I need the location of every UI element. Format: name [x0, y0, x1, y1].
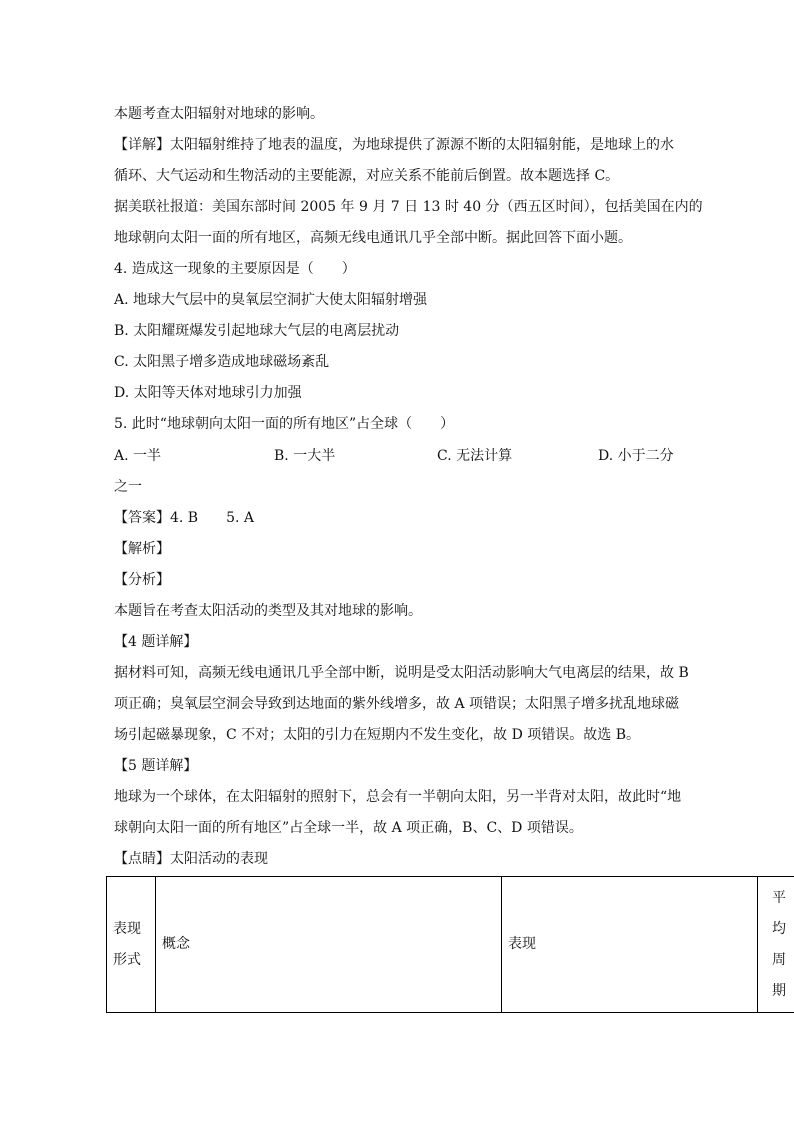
q4-detail-line: 项正确；臭氧层空洞会导致到达地面的紫外线增多，故 A 项错误；太阳黑子增多扰乱地球磁 — [114, 696, 680, 712]
material-line: 地球朝向太阳一面的所有地区，高频无线电通讯几乎全部中断。据此回答下面小题。 — [114, 230, 632, 246]
q5-detail-line: 地球为一个球体，在太阳辐射的照射下，总会有一半朝向太阳，另一半背对太阳，故此时“地 — [114, 789, 682, 805]
q5-option-c: C. 无法计算 — [437, 448, 513, 464]
header-form-cell — [107, 877, 156, 1013]
q5-detail-heading: 【5 题详解】 — [114, 758, 198, 774]
option-d: D. 太阳等天体对地球引力加强 — [114, 385, 302, 401]
answer-line: 【答案】4. B 5. A — [114, 510, 255, 526]
analysis-summary: 本题旨在考查太阳活动的类型及其对地球的影响。 — [114, 603, 422, 619]
header-form-line: 表现 — [113, 920, 141, 937]
text-line: 本题考查太阳辐射对地球的影响。 — [114, 106, 324, 122]
solar-activity-table — [106, 876, 794, 1013]
text-line: 循环、大气运动和生物活动的主要能源，对应关系不能前后倒置。故本题选择 C。 — [114, 168, 620, 184]
header-form-line: 形式 — [113, 951, 141, 968]
table-header-row — [107, 877, 794, 1013]
detail-line: 【详解】太阳辐射维持了地表的温度，为地球提供了源源不断的太阳辐射能，是地球上的水 — [114, 137, 674, 153]
analysis-subheading: 【分析】 — [114, 572, 170, 588]
header-manifestation-cell: 表现 — [502, 877, 758, 1013]
header-period-cell — [758, 877, 794, 1013]
header-period-char: 周 — [772, 951, 786, 968]
question-5: 5. 此时“地球朝向太阳一面的所有地区”占全球（ ） — [114, 416, 455, 432]
option-b: B. 太阳耀斑爆发引起地球大气层的电离层扰动 — [114, 323, 400, 339]
q5-option-d: D. 小于二分 — [598, 448, 674, 464]
q5-option-d-wrap: 之一 — [114, 479, 142, 495]
q4-detail-heading: 【4 题详解】 — [114, 634, 198, 650]
q5-option-a: A. 一半 — [114, 448, 162, 464]
q4-detail-line: 据材料可知，高频无线电通讯几乎全部中断，说明是受太阳活动影响大气电离层的结果，故 B — [114, 665, 689, 681]
header-period-char: 均 — [772, 920, 786, 937]
option-a: A. 地球大气层中的臭氧层空洞扩大使太阳辐射增强 — [114, 292, 428, 308]
header-period-char: 平 — [772, 889, 786, 906]
note-heading: 【点睛】太阳活动的表现 — [114, 851, 268, 867]
header-concept-cell: 概念 — [156, 877, 502, 1013]
analysis-heading: 【解析】 — [114, 541, 170, 557]
option-c: C. 太阳黑子增多造成地球磁场紊乱 — [114, 354, 330, 370]
material-line: 据美联社报道：美国东部时间 2005 年 9 月 7 日 13 时 40 分（西五区时间），包括美国在内的 — [114, 199, 703, 215]
header-period-char: 期 — [772, 982, 786, 999]
q5-option-b: B. 一大半 — [274, 448, 336, 464]
question-4: 4. 造成这一现象的主要原因是（ ） — [114, 261, 356, 277]
q5-detail-line: 球朝向太阳一面的所有地区”占全球一半，故 A 项正确，B、C、D 项错误。 — [114, 820, 583, 836]
q4-detail-line: 场引起磁暴现象，C 不对；太阳的引力在短期内不发生变化，故 D 项错误。故选 B。 — [114, 727, 641, 743]
